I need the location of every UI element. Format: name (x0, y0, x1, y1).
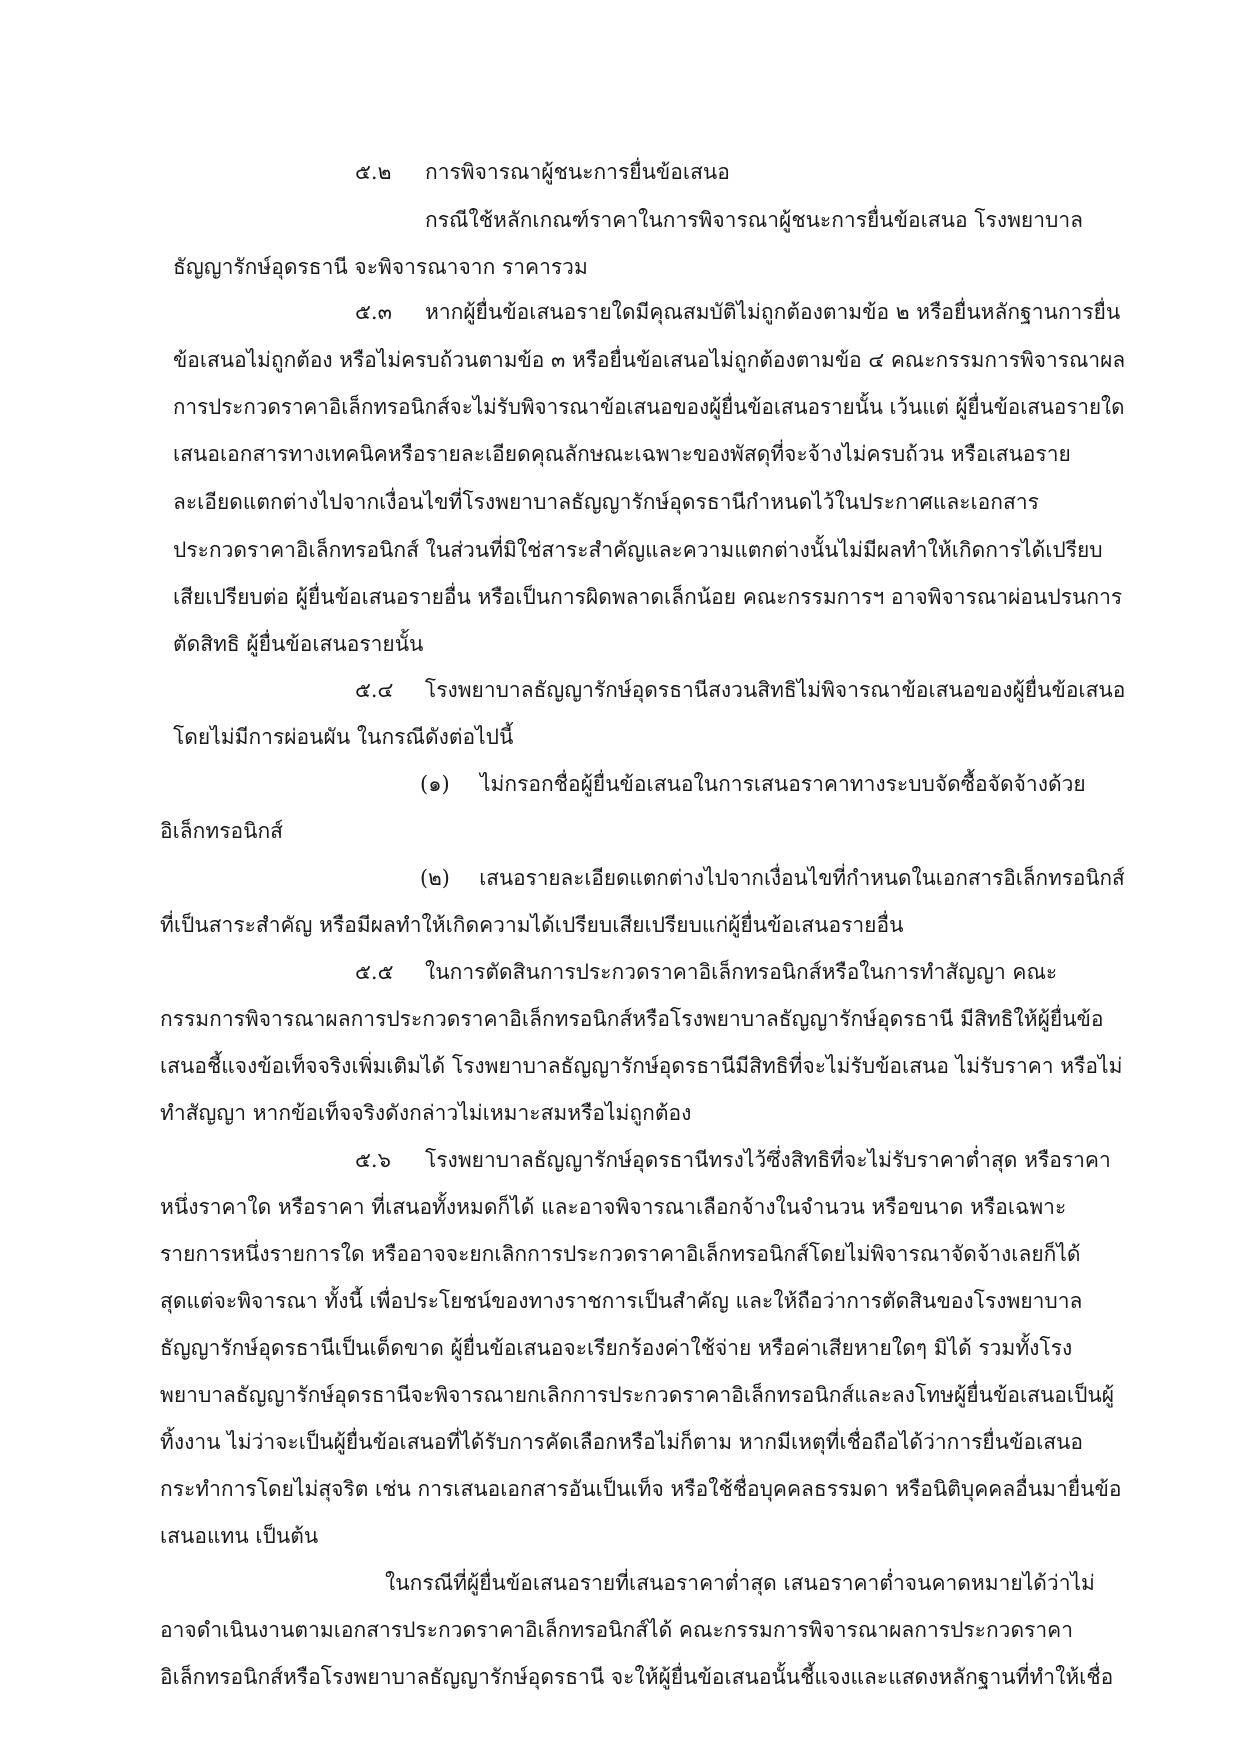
section-number: ๕.๕ (355, 960, 394, 984)
list-item-1 (420, 769, 1086, 799)
section-number: ๕.๖ (355, 1148, 391, 1172)
paragraph-line: หนึ่งราคาใด หรือราคา ที่เสนอทั้งหมดก็ได้ และอาจพิจารณาเลือกจ้างในจำนวน หรือขนาด หรือเฉพาะ (160, 1195, 1067, 1219)
paragraph-line: กรรมการพิจารณาผลการประกวดราคาอิเล็กทรอนิกส์หรือโรงพยาบาลธัญญารักษ์อุดรธานี มีสิทธิให้ผู้ยื่นข้อ (160, 1007, 1104, 1031)
list-item-2 (420, 863, 1125, 893)
paragraph-line: ธัญญารักษ์อุดรธานี จะพิจารณาจาก ราคารวม (173, 255, 588, 279)
paragraph-line: ธัญญารักษ์อุดรธานีเป็นเด็ดขาด ผู้ยื่นข้อเสนอจะเรียกร้องค่าใช้จ่าย หรือค่าเสียหายใดๆ มิได้ รวมทั้งโรง (160, 1336, 1073, 1360)
paragraph-line: กระทำการโดยไม่สุจริต เช่น การเสนอเอกสารอันเป็นเท็จ หรือใช้ชื่อบุคคลธรรมดา หรือนิติบุคคลอื่นมายื่นข้อ (160, 1477, 1122, 1501)
item-number: (๑) (420, 772, 450, 796)
section-number: ๕.๓ (355, 300, 392, 324)
paragraph-line: เสนอแทน เป็นต้น (160, 1524, 319, 1548)
paragraph-line: อิเล็กทรอนิกส์หรือโรงพยาบาลธัญญารักษ์อุดรธานี จะให้ผู้ยื่นข้อเสนอนั้นชี้แจงและแสดงหลักฐานที่ทำให้เชื่อ (160, 1665, 1114, 1689)
section-5-3-first-line (355, 297, 1120, 327)
paragraph-line: สุดแต่จะพิจารณา ทั้งนี้ เพื่อประโยชน์ของทางราชการเป็นสำคัญ และให้ถือว่าการตัดสินของโรงพยาบาล (160, 1289, 1083, 1313)
paragraph-line: ทำสัญญา หากข้อเท็จจริงดังกล่าวไม่เหมาะสมหรือไม่ถูกต้อง (160, 1101, 692, 1125)
paragraph-line: โดยไม่มีการผ่อนผัน ในกรณีดังต่อไปนี้ (173, 725, 514, 749)
paragraph-line: ละเอียดแตกต่างไปจากเงื่อนไขที่โรงพยาบาลธัญญารักษ์อุดรธานีกำหนดไว้ในประกาศและเอกสาร (173, 490, 1039, 514)
paragraph-line: ไม่กรอกชื่อผู้ยื่นข้อเสนอในการเสนอราคาทางระบบจัดซื้อจัดจ้างด้วย (480, 772, 1086, 796)
paragraph-line: ประกวดราคาอิเล็กทรอนิกส์ ในส่วนที่มิใช่สาระสำคัญและความแตกต่างนั้นไม่มีผลทำให้เกิดการได้เปรียบ (173, 538, 1103, 562)
paragraph-line: โรงพยาบาลธัญญารักษ์อุดรธานีทรงไว้ซึ่งสิทธิที่จะไม่รับราคาต่ำสุด หรือราคา (425, 1148, 1111, 1172)
paragraph-line: กรณีใช้หลักเกณฑ์ราคาในการพิจารณาผู้ชนะการยื่นข้อเสนอ โรงพยาบาล (425, 208, 1084, 232)
section-5-5-first-line (355, 957, 1057, 987)
paragraph-line: ที่เป็นสาระสำคัญ หรือมีผลทำให้เกิดความได้เปรียบเสียเปรียบแก่ผู้ยื่นข้อเสนอรายอื่น (160, 913, 904, 937)
paragraph-line: เสียเปรียบต่อ ผู้ยื่นข้อเสนอรายอื่น หรือเป็นการผิดพลาดเล็กน้อย คณะกรรมการฯ อาจพิจารณาผ่อนปรนการ (173, 585, 1123, 609)
paragraph-line: รายการหนึ่งรายการใด หรืออาจจะยกเลิกการประกวดราคาอิเล็กทรอนิกส์โดยไม่พิจารณาจัดจ้างเลยก็ได้ (160, 1242, 1081, 1266)
paragraph-line: ในกรณีที่ผู้ยื่นข้อเสนอรายที่เสนอราคาต่ำสุด เสนอราคาต่ำจนคาดหมายได้ว่าไม่ (385, 1571, 1095, 1595)
section-number: ๕.๒ (355, 160, 392, 184)
section-5-2-heading (355, 157, 730, 187)
item-number: (๒) (420, 866, 450, 890)
paragraph-line: อิเล็กทรอนิกส์ (160, 819, 283, 843)
paragraph-line: ในการตัดสินการประกวดราคาอิเล็กทรอนิกส์หรือในการทำสัญญา คณะ (425, 960, 1058, 984)
paragraph-line: หากผู้ยื่นข้อเสนอรายใดมีคุณสมบัติไม่ถูกต้องตามข้อ ๒ หรือยื่นหลักฐานการยื่น (425, 300, 1121, 324)
paragraph-line: ตัดสิทธิ ผู้ยื่นข้อเสนอรายนั้น (173, 632, 424, 656)
section-number: ๕.๔ (355, 678, 394, 702)
paragraph-line: อาจดำเนินงานตามเอกสารประกวดราคาอิเล็กทรอนิกส์ได้ คณะกรรมการพิจารณาผลการประกวดราคา (160, 1618, 1074, 1642)
paragraph-line: เสนอเอกสารทางเทคนิคหรือรายละเอียดคุณลักษณะเฉพาะของพัสดุที่จะจ้างไม่ครบถ้วน หรือเสนอราย (173, 442, 1071, 466)
section-5-6-first-line (355, 1145, 1111, 1175)
section-title: การพิจารณาผู้ชนะการยื่นข้อเสนอ (425, 160, 730, 184)
paragraph-line: พยาบาลธัญญารักษ์อุดรธานีจะพิจารณายกเลิกการประกวดราคาอิเล็กทรอนิกส์และลงโทษผู้ยื่นข้อเสนอเป็นผู้ (160, 1383, 1115, 1407)
paragraph-line: เสนอชี้แจงข้อเท็จจริงเพิ่มเติมได้ โรงพยาบาลธัญญารักษ์อุดรธานีมีสิทธิที่จะไม่รับข้อเสนอ ไม่รับราคา หรือไม่ (160, 1054, 1123, 1078)
paragraph-line: การประกวดราคาอิเล็กทรอนิกส์จะไม่รับพิจารณาข้อเสนอของผู้ยื่นข้อเสนอรายนั้น เว้นแต่ ผู้ยื่นข้อเสนอรายใด (173, 395, 1125, 419)
paragraph-line: โรงพยาบาลธัญญารักษ์อุดรธานีสงวนสิทธิไม่พิจารณาข้อเสนอของผู้ยื่นข้อเสนอ (424, 678, 1126, 702)
paragraph-line: ทิ้งงาน ไม่ว่าจะเป็นผู้ยื่นข้อเสนอที่ได้รับการคัดเลือกหรือไม่ก็ตาม หากมีเหตุที่เชื่อถือได้ว่าการยื่นข้อเสนอ (160, 1430, 1084, 1454)
paragraph-line: ข้อเสนอไม่ถูกต้อง หรือไม่ครบถ้วนตามข้อ ๓ หรือยื่นข้อเสนอไม่ถูกต้องตามข้อ ๔ คณะกรรมการพิจารณาผล (173, 348, 1126, 372)
section-5-4-first-line (355, 675, 1125, 705)
paragraph-line: เสนอรายละเอียดแตกต่างไปจากเงื่อนไขที่กำหนดในเอกสารอิเล็กทรอนิกส์ (479, 866, 1125, 890)
